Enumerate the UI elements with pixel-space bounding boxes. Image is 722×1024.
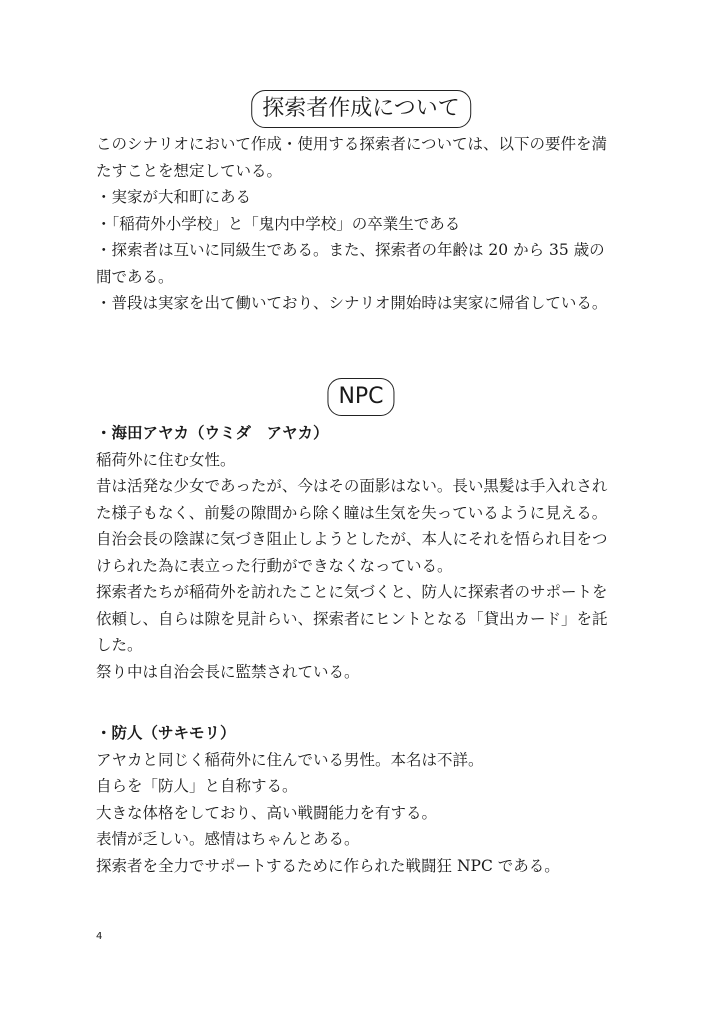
npc-name: ・防人（サキモリ）: [96, 724, 236, 742]
section-heading-npc: NPC: [327, 378, 394, 416]
text-line: アヤカと同じく稲荷外に住んでいる男性。本名は不詳。: [96, 750, 484, 769]
text-line: 間である。: [96, 267, 174, 286]
text-line: このシナリオにおいて作成・使用する探索者については、以下の要件を満: [96, 135, 608, 153]
text-line: 探索者たちが稲荷外を訪れたことに気づくと、防人に探索者のサポートを: [96, 583, 608, 601]
npc-name: ・海田アヤカ（ウミダ アヤカ）: [96, 424, 329, 442]
text-line: ・普段は実家を出て働いており、シナリオ開始時は実家に帰省している。: [96, 294, 608, 312]
text-line: 探索者を全力でサポートするために作られた戦闘狂 NPC である。: [96, 856, 560, 875]
text-line: 自らを「防人」と自称する。: [96, 777, 298, 795]
section-heading-investigator-creation: 探索者作成について: [251, 90, 471, 128]
npc-sakimori: [96, 720, 631, 879]
text-line: た様子もなく、前髪の隙間から除く瞳は生気を失っているように見える。: [96, 503, 608, 522]
text-line: 稲荷外に住む女性。: [96, 450, 236, 469]
text-line: 自治会長の陰謀に気づき阻止しようとしたが、本人にそれを悟られ目をつ: [96, 530, 608, 548]
text-line: 表情が乏しい。感情はちゃんとある。: [96, 830, 360, 848]
page-number: 4: [96, 931, 103, 942]
text-line: たすことを想定している。: [96, 161, 283, 180]
investigator-requirements: [96, 131, 631, 317]
text-line: 祭り中は自治会長に監禁されている。: [96, 662, 360, 681]
text-line: 大きな体格をしており、高い戦闘能力を有する。: [96, 803, 438, 822]
text-line: ・探索者は互いに同級生である。また、探索者の年齢は 20 から 35 歳の: [96, 241, 605, 259]
text-line: ・実家が大和町にある: [96, 188, 252, 206]
text-line: 昔は活発な少女であったが、今はその面影はない。長い黒髪は手入れされ: [96, 477, 608, 495]
npc-ayaka: [96, 420, 631, 685]
text-line: 依頼し、自らは隙を見計らい、探索者にヒントとなる「貸出カード」を託: [96, 609, 608, 628]
text-line: ・「稲荷外小学校」と「鬼内中学校」の卒業生である: [96, 214, 461, 233]
text-line: けられた為に表立った行動ができなくなっている。: [96, 556, 453, 575]
text-line: した。: [96, 636, 143, 654]
